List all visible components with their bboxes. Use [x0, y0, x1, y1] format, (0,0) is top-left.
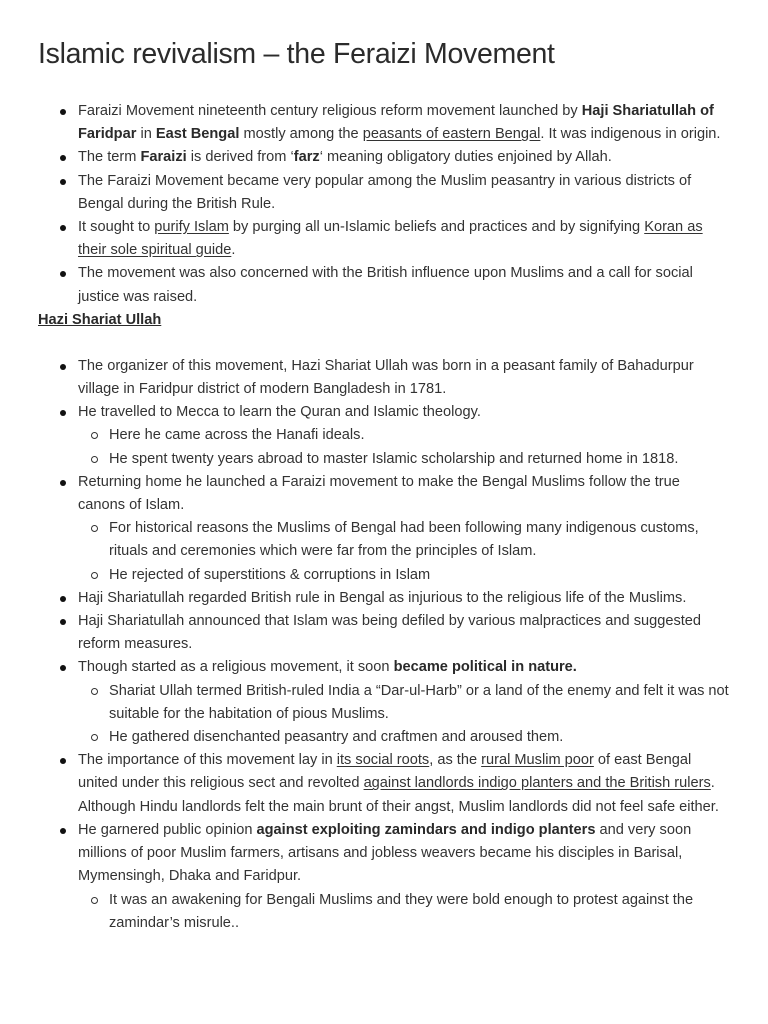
sub-list-item: For historical reasons the Muslims of Bengal had been following many indigenous customs, rituals and ceremonies which were far from the principles of Islam.: [78, 517, 730, 563]
underlined-text: its social roots: [336, 752, 430, 769]
underlined-text: Koran as their sole spiritual guide: [78, 219, 703, 259]
list-item: He travelled to Mecca to learn the Quran and Islamic theology. Here he came across the Hanafi ideals. He spent twenty years abroad to master Islamic scholarship and returned home in 1818.: [38, 401, 730, 471]
list-item: It sought to purify Islam by purging all un-Islamic beliefs and practices and by signifying Koran as their sole spiritual guide.: [38, 216, 730, 262]
sub-list-item: Shariat Ullah termed British-ruled India a “Dar-ul-Harb” or a land of the enemy and felt it was not suitable for the habitation of pious Muslims.: [78, 680, 730, 726]
intro-bullet-list: [38, 100, 730, 309]
sub-list: [78, 889, 730, 935]
list-item: Haji Shariatullah regarded British rule in Bengal as injurious to the religious life of the Muslims.: [38, 587, 730, 610]
list-item: The term Faraizi is derived from ‘farz‘ meaning obligatory duties enjoined by Allah.: [38, 146, 730, 169]
list-item: The organizer of this movement, Hazi Shariat Ullah was born in a peasant family of Bahadurpur village in Faridpur district of modern Bangladesh in 1781.: [38, 355, 730, 401]
list-item: Though started as a religious movement, it soon became political in nature. Shariat Ullah termed British-ruled India a “Dar-ul-Harb” or a land of the enemy and felt it was not suitable for the habitation of pious Muslims. He gathered disenchanted peasantry and craftmen and aroused them.: [38, 656, 730, 749]
list-item: The movement was also concerned with the British influence upon Muslims and a call for social justice was raised.: [38, 262, 730, 308]
sub-list: [78, 517, 730, 587]
list-item: He garnered public opinion against exploiting zamindars and indigo planters and very soon millions of poor Muslim farmers, artisans and jobless weavers became his disciples in Barisal, Mymensingh, Dhaka and Faridpur. It was an awakening for Bengali Muslims and they were bold enough to protest against the zamindar’s misrule..: [38, 819, 730, 935]
list-item: Returning home he launched a Faraizi movement to make the Bengal Muslims follow the true canons of Islam. For historical reasons the Muslims of Bengal had been following many indigenous customs, rituals and ceremonies which were far from the principles of Islam. He rejected of superstitions & corruptions in Islam: [38, 471, 730, 587]
underlined-text: purify Islam: [154, 219, 229, 236]
sub-list: [78, 680, 730, 750]
page-title: Islamic revivalism – the Feraizi Movement: [38, 38, 555, 70]
list-item: The importance of this movement lay in its social roots, as the rural Muslim poor of east Bengal united under this religious sect and revolted against landlords indigo planters and the British rulers. Although Hindu landlords felt the main brunt of their angst, Muslim landlords did not feel safe either.: [38, 749, 730, 819]
sub-list-item: He gathered disenchanted peasantry and craftmen and aroused them.: [78, 726, 730, 749]
sub-list: [78, 424, 730, 470]
list-item: Faraizi Movement nineteenth century religious reform movement launched by Haji Shariatullah of Faridpar in East Bengal mostly among the peasants of eastern Bengal. It was indigenous in origin.: [38, 100, 730, 146]
biography-bullet-list: [38, 355, 730, 935]
underlined-text: rural Muslim poor: [481, 752, 594, 769]
section-heading: Hazi Shariat Ullah: [38, 311, 162, 328]
list-item: The Faraizi Movement became very popular among the Muslim peasantry in various districts of Bengal during the British Rule.: [38, 170, 730, 216]
underlined-text: against landlords indigo planters and the British rulers: [363, 775, 711, 792]
sub-list-item: Here he came across the Hanafi ideals.: [78, 424, 730, 447]
sub-list-item: It was an awakening for Bengali Muslims and they were bold enough to protest against the zamindar’s misrule..: [78, 889, 730, 935]
underlined-text: peasants of eastern Bengal: [362, 126, 541, 143]
sub-list-item: He spent twenty years abroad to master Islamic scholarship and returned home in 1818.: [78, 448, 730, 471]
sub-list-item: He rejected of superstitions & corruptions in Islam: [78, 564, 730, 587]
list-item: Haji Shariatullah announced that Islam was being defiled by various malpractices and suggested reform measures.: [38, 610, 730, 656]
